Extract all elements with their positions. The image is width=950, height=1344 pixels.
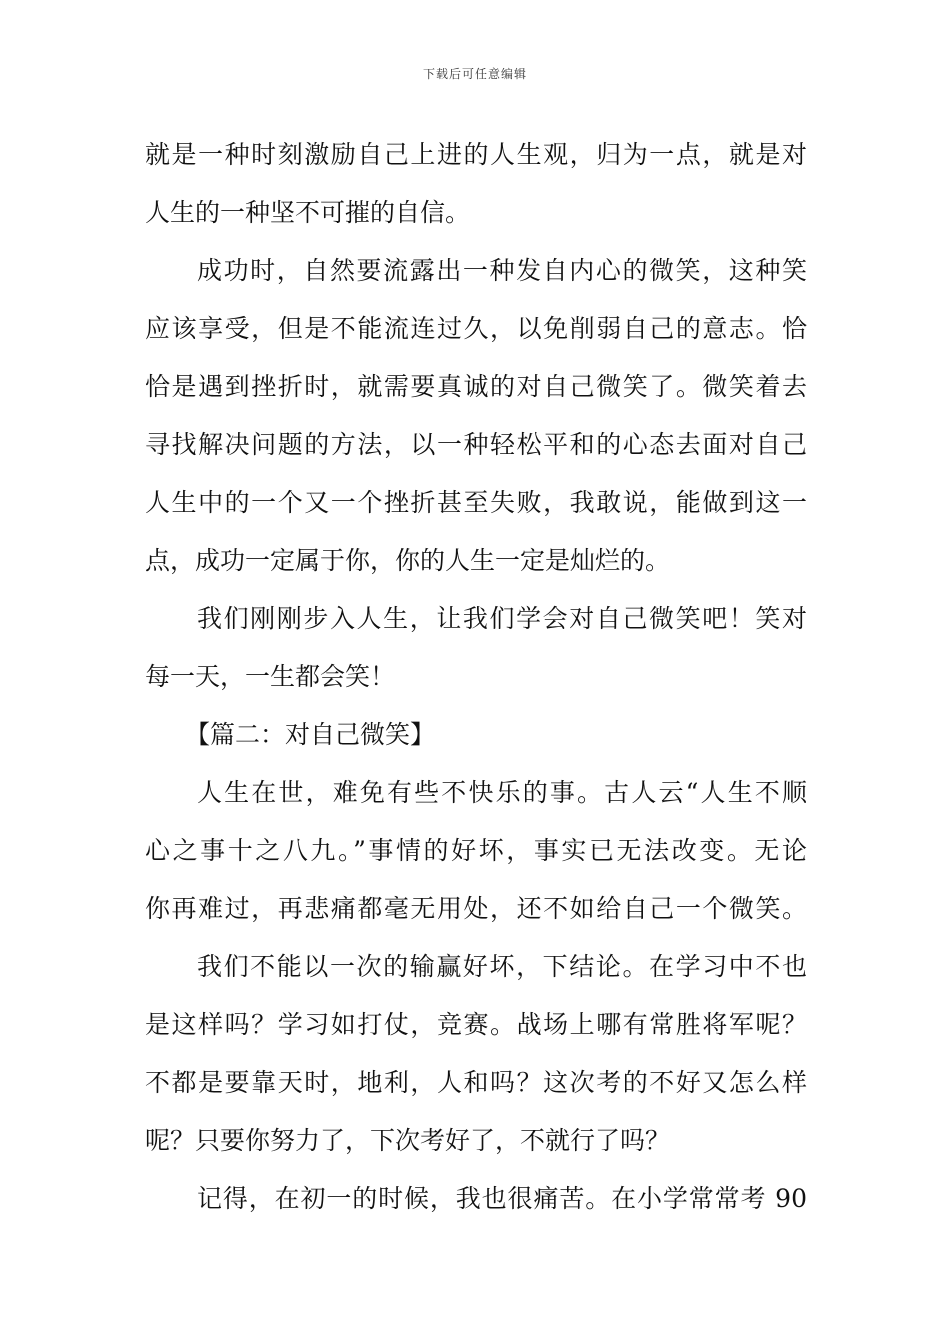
text-line: 恰是遇到挫折时，就需要真诚的对自己微笑了。微笑着去 [145,372,807,401]
text-line: 记得，在初一的时候，我也很痛苦。在小学常常考 90 [197,1184,807,1213]
text-line: 是这样吗？学习如打仗，竞赛。战场上哪有常胜将军呢？ [145,1010,807,1039]
page-header: 下载后可任意编辑 [422,67,527,81]
text-line: 寻找解决问题的方法，以一种轻松平和的心态去面对自己 [145,430,807,459]
text-line: 呢？只要你努力了，下次考好了，不就行了吗？ [145,1126,671,1155]
text-line: 人生中的一个又一个挫折甚至失败，我敢说，能做到这一 [145,488,807,517]
text-line: 每一天，一生都会笑！ [145,662,396,691]
document-body [145,126,807,1228]
text-line: 不都是要靠天时，地利，人和吗？这次考的不好又怎么样 [145,1068,807,1097]
text-line: 应该享受，但是不能流连过久，以免削弱自己的意志。恰 [145,314,807,343]
text-line: 就是一种时刻激励自己上进的人生观，归为一点，就是对 [145,140,807,169]
text-line: 心之事十之八九。”事情的好坏，事实已无法改变。无论 [145,836,807,865]
text-line: 成功时，自然要流露出一种发自内心的微笑，这种笑 [197,256,807,285]
section-heading: 【篇二：对自己微笑】 [185,720,436,749]
text-line: 我们不能以一次的输赢好坏，下结论。在学习中不也 [197,952,807,981]
text-line: 人生的一种坚不可摧的自信。 [145,198,471,227]
text-line: 我们刚刚步入人生，让我们学会对自己微笑吧！笑对 [197,604,807,633]
text-line: 你再难过，再悲痛都毫无用处，还不如给自己一个微笑。 [145,894,807,923]
text-line: 人生在世，难免有些不快乐的事。古人云“人生不顺 [197,778,807,807]
text-line: 点，成功一定属于你，你的人生一定是灿烂的。 [145,546,671,575]
